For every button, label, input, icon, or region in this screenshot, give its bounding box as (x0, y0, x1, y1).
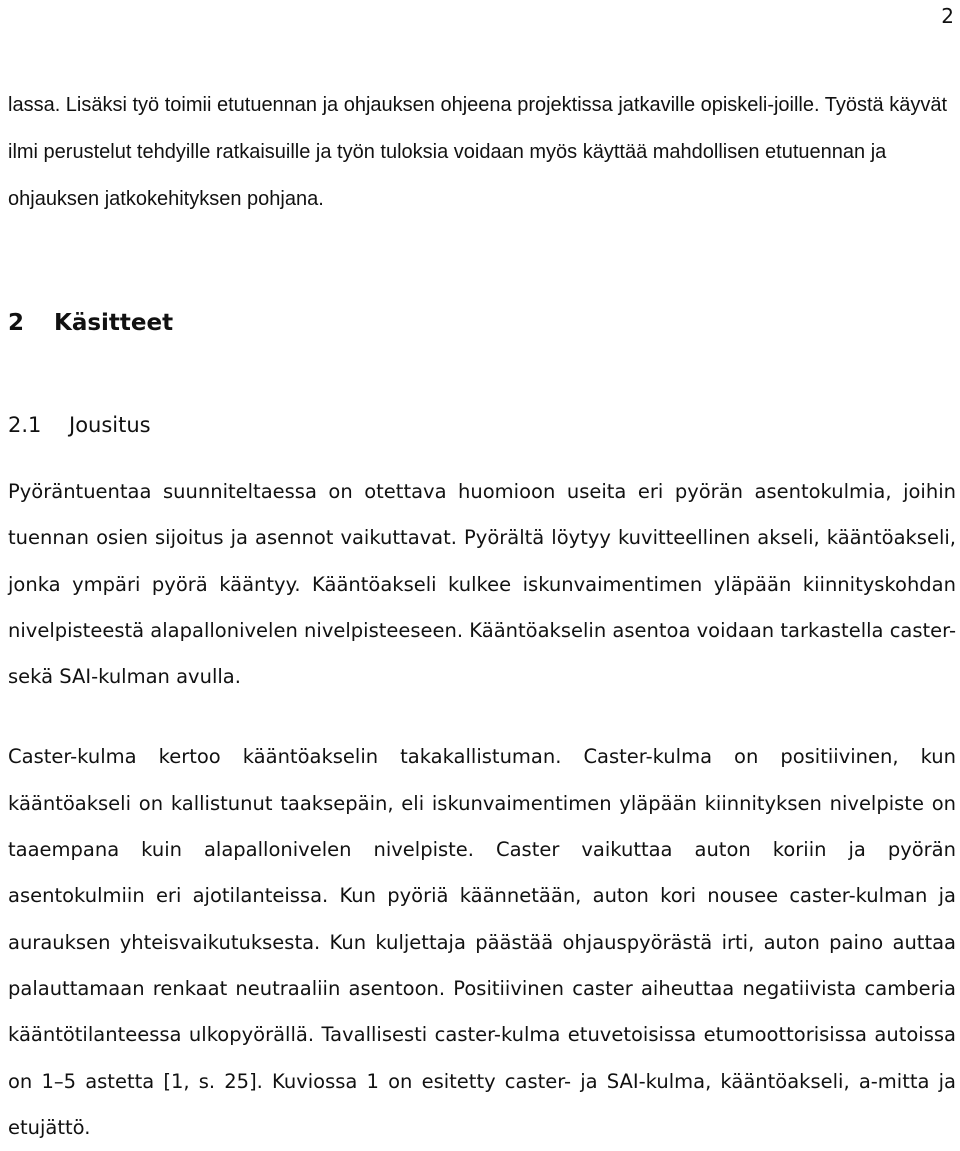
section-number: 2 (8, 310, 25, 336)
subsection-number: 2.1 (8, 413, 42, 437)
section-heading (8, 307, 956, 339)
document-body (8, 82, 956, 1151)
subsection-title: Jousitus (69, 413, 151, 437)
body-paragraph: Caster-kulma kertoo kääntöakselin takakallistuman. Caster-kulma on positiivinen, kun kääntöakseli on kallistunut taaksepäin, eli iskunvaimentimen yläpään kiinnityksen nivelpiste on taaempana kuin alapallonivelen nivelpiste. Caster vaikuttaa auton koriin ja pyörän asentokulmiin eri ajotilanteissa. Kun pyöriä käännetään, auton kori nousee caster-kulman ja aurauksen yhteisvaikutuksesta. Kun kuljettaja päästää ohjauspyörästä irti, auton paino auttaa palauttamaan renkaat neutraaliin asentoon. Positiivinen caster aiheuttaa negatiivista camberia kääntötilanteessa ulkopyörällä. Tavallisesti caster-kulma etuvetoisissa etumoottorisissa autoissa on 1–5 astetta [1, s. 25]. Kuviossa 1 on esitetty caster- ja SAI-kulma, kääntöakseli, a-mitta ja etujättö. (8, 745, 956, 1139)
body-paragraph: Pyöräntuentaa suunniteltaessa on otettava huomioon useita eri pyörän asentokulmia, joihin tuennan osien sijoitus ja asennot vaikuttavat. Pyörältä löytyy kuvitteellinen akseli, kääntöakseli, jonka ympäri pyörä kääntyy. Kääntöakseli kulkee iskunvaimentimen yläpään kiinnityskohdan nivelpisteestä alapallonivelen nivelpisteeseen. Kääntöakselin asentoa voidaan tarkastella caster- sekä SAI-kulman avulla. (8, 480, 956, 689)
subsection-heading (8, 411, 956, 439)
section-title: Käsitteet (54, 310, 174, 336)
page-number: 2 (941, 4, 954, 28)
intro-paragraph: lassa. Lisäksi työ toimii etutuennan ja ohjauksen ohjeena projektissa jatkaville opiskeli-joille. Työstä käyvät ilmi perustelut tehdyille ratkaisuille ja työn tuloksia voidaan myös käyttää mahdollisen etutuennan ja ohjauksen jatkokehityksen pohjana. (8, 94, 948, 210)
